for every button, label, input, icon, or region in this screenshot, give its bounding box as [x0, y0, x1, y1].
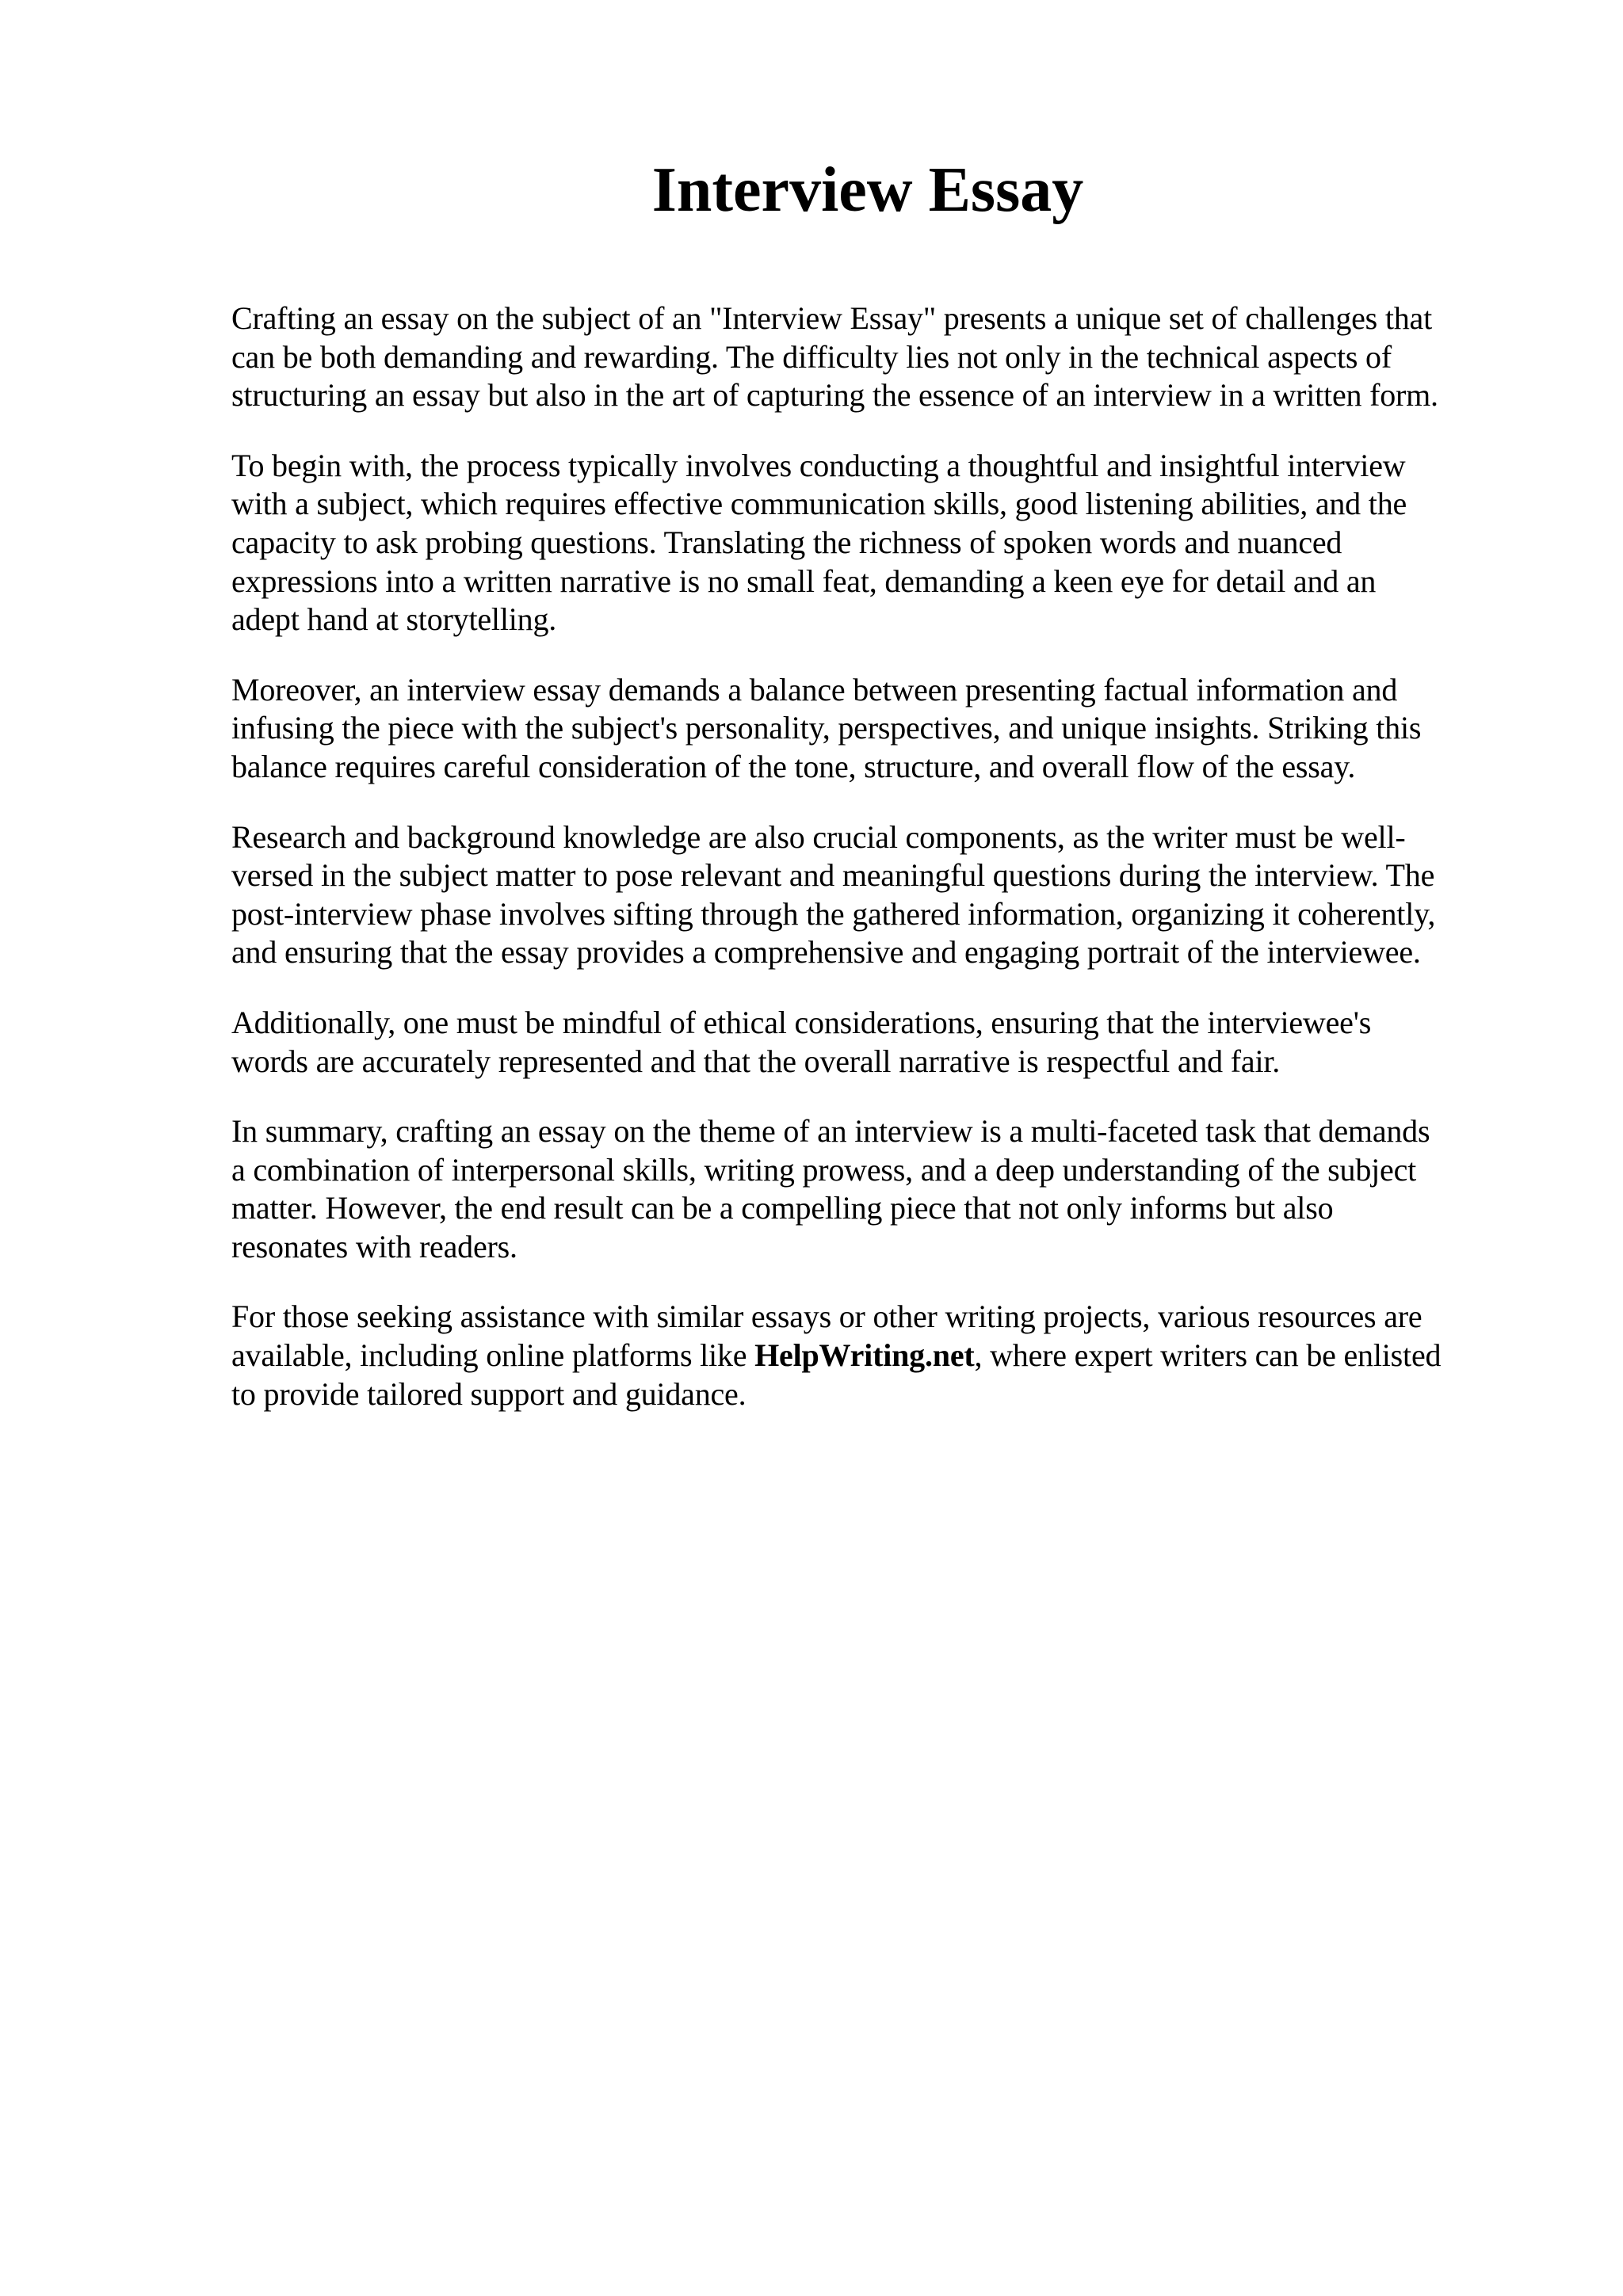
paragraph-6: [231, 1112, 1515, 1266]
closing-paragraph: [231, 1298, 1515, 1413]
paragraph-line: Crafting an essay on the subject of an "Interview Essay" presents a unique set of challenges that: [231, 300, 1433, 336]
paragraph-line: words are accurately represented and that the overall narrative is respectful and fair.: [231, 1043, 1281, 1079]
paragraph-line: Moreover, an interview essay demands a balance between presenting factual information and: [231, 671, 1398, 707]
paragraph-line: a combination of interpersonal skills, writing prowess, and a deep understanding of the subject: [231, 1151, 1417, 1188]
paragraph-line: infusing the piece with the subject's personality, perspectives, and unique insights. Striking this: [231, 710, 1422, 746]
paragraph-line: For those seeking assistance with similar essays or other writing projects, various resources are: [231, 1299, 1423, 1335]
paragraph-line: In summary, crafting an essay on the theme of an interview is a multi-faceted task that demands: [231, 1113, 1430, 1150]
paragraph-line: post-interview phase involves sifting through the gathered information, organizing it coherently,: [231, 895, 1436, 932]
paragraph-5: [231, 1004, 1515, 1081]
paragraph-line: with a subject, which requires effective communication skills, good listening abilities, and the: [231, 486, 1407, 522]
paragraph-line: matter. However, the end result can be a compelling piece that not only informs but also: [231, 1190, 1334, 1226]
paragraph-line: adept hand at storytelling.: [231, 601, 557, 638]
paragraph-line: can be both demanding and rewarding. The difficulty lies not only in the technical aspects of: [231, 338, 1392, 375]
paragraph-2: [231, 447, 1515, 639]
paragraph-line: capacity to ask probing questions. Translating the richness of spoken words and nuanced: [231, 524, 1342, 560]
paragraph-line: and ensuring that the essay provides a comprehensive and engaging portrait of the interviewee.: [231, 934, 1421, 971]
paragraph-line: expressions into a written narrative is no small feat, demanding a keen eye for detail and an: [231, 563, 1377, 599]
paragraph-1: [231, 299, 1515, 415]
paragraph-line: [231, 1337, 1515, 1375]
paragraph-line: resonates with readers.: [231, 1228, 517, 1264]
paragraph-line: To begin with, the process typically involves conducting a thoughtful and insightful interview: [231, 447, 1406, 483]
paragraph-line: balance requires careful consideration of the tone, structure, and overall flow of the essay.: [231, 748, 1356, 784]
helpwriting-link[interactable]: HelpWriting.net: [754, 1337, 975, 1374]
paragraph-line: structuring an essay but also in the art of capturing the essence of an interview in a written form.: [231, 377, 1438, 414]
closing-text-after: , where expert writers can be enlisted: [974, 1337, 1442, 1374]
paragraph-line: versed in the subject matter to pose relevant and meaningful questions during the interview. The: [231, 857, 1435, 894]
paragraph-line: Additionally, one must be mindful of ethical considerations, ensuring that the interviewee's: [231, 1004, 1372, 1040]
paragraph-line: to provide tailored support and guidance.: [231, 1375, 747, 1412]
paragraph-4: [231, 818, 1515, 972]
paragraph-line: Research and background knowledge are also crucial components, as the writer must be well-: [231, 818, 1406, 855]
closing-text-before: available, including online platforms like: [231, 1337, 755, 1374]
document-title: Interview Essay: [651, 155, 1084, 225]
paragraph-3: [231, 671, 1515, 787]
document-body: [231, 299, 1515, 1445]
